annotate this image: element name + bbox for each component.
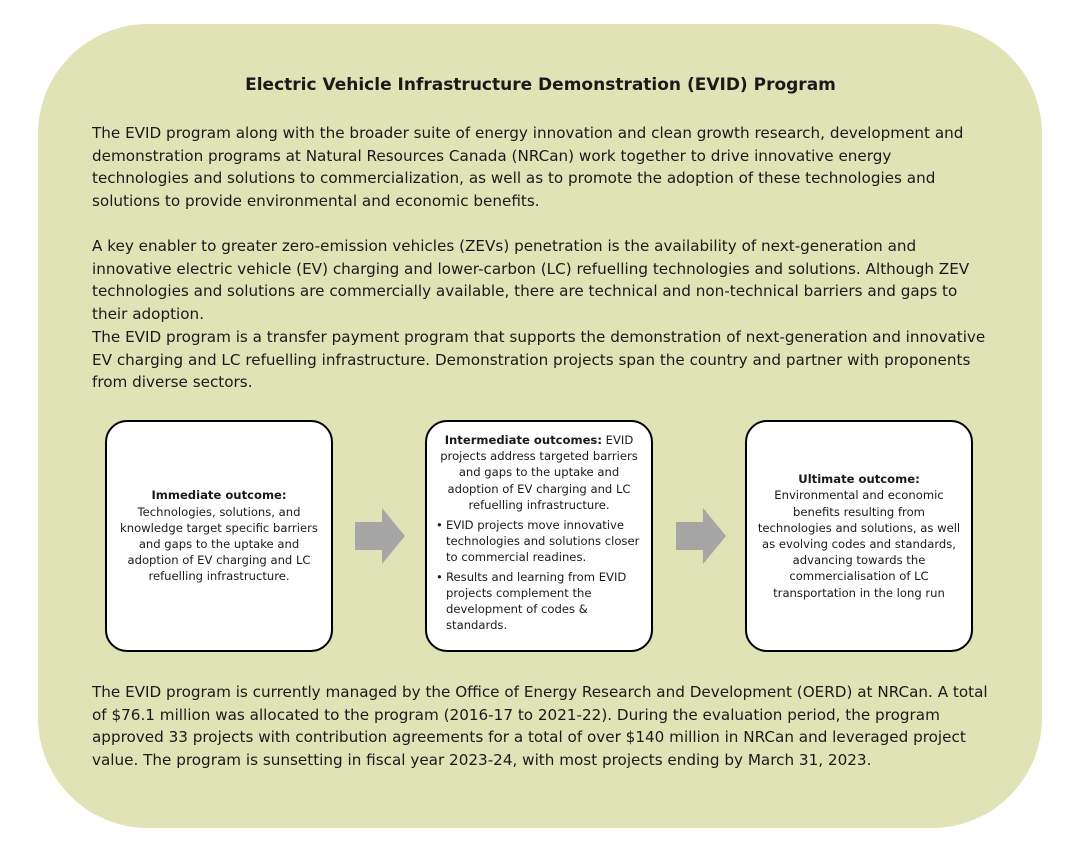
ultimate-outcome-box [745, 420, 973, 652]
immediate-outcome-heading: Immediate outcome: [151, 488, 287, 503]
intro-paragraph: The EVID program along with the broader suite of energy innovation and clean growth research, development and demonstration programs at Natural Resources Canada (NRCan) work together to drive innovative energy technologies and solutions to commercialization, as well as to promote the adoption of these technologies and solutions to provide environmental and economic benefits. [92, 124, 964, 211]
right-arrow-icon [676, 508, 726, 564]
page-title: Electric Vehicle Infrastructure Demonstration (EVID) Program [245, 75, 836, 95]
management-paragraph: The EVID program is currently managed by the Office of Energy Research and Development (OERD) at NRCan. A total of $76.1 million was allocated to the program (2016-17 to 2021-22). During the evaluation period, the program approved 33 projects with contribution agreements for a total of over $140 million in NRCan and leveraged project value. The program is sunsetting in fiscal year 2023-24, with most projects ending by March 31, 2023. [92, 683, 988, 770]
ultimate-outcome-heading: Ultimate outcome: [798, 472, 920, 487]
program-description-paragraph: The EVID program is a transfer payment program that supports the demonstration of next-generation and innovative EV charging and LC refuelling infrastructure. Demonstration projects span the country and partner with proponents from diverse sectors. [92, 328, 986, 392]
ultimate-outcome-text: Environmental and economic benefits resulting from technologies and solutions, as well as evolving codes and standards, advancing towards the commercialisation of LC transportation in the long run [757, 488, 961, 600]
enabler-paragraph: A key enabler to greater zero-emission vehicles (ZEVs) penetration is the availability of next-generation and innovative electric vehicle (EV) charging and lower-carbon (LC) refuelling technologies and solutions. Although ZEV technologies and solutions are commercially available, there are technical and non-technical barriers and gaps to their adoption. [92, 237, 970, 324]
intermediate-bullet-item: • Results and learning from EVID projects complement the development of codes & standards. [437, 569, 641, 634]
intermediate-bullet-list [437, 517, 641, 636]
intermediate-outcomes-text: EVID projects address targeted barriers and gaps to the uptake and adoption of EV charging and LC refuelling infrastructure. [440, 433, 638, 512]
right-arrow-icon [355, 508, 405, 564]
intermediate-outcomes-box [425, 420, 653, 652]
immediate-outcome-box [105, 420, 333, 652]
intermediate-bullet-item: • EVID projects move innovative technologies and solutions closer to commercial readines. [437, 517, 641, 566]
immediate-outcome-text: Technologies, solutions, and knowledge target specific barriers and gaps to the uptake and adoption of EV charging and LC refuelling infrastructure. [120, 504, 318, 584]
intermediate-outcomes-heading: Intermediate outcomes: [444, 433, 602, 447]
